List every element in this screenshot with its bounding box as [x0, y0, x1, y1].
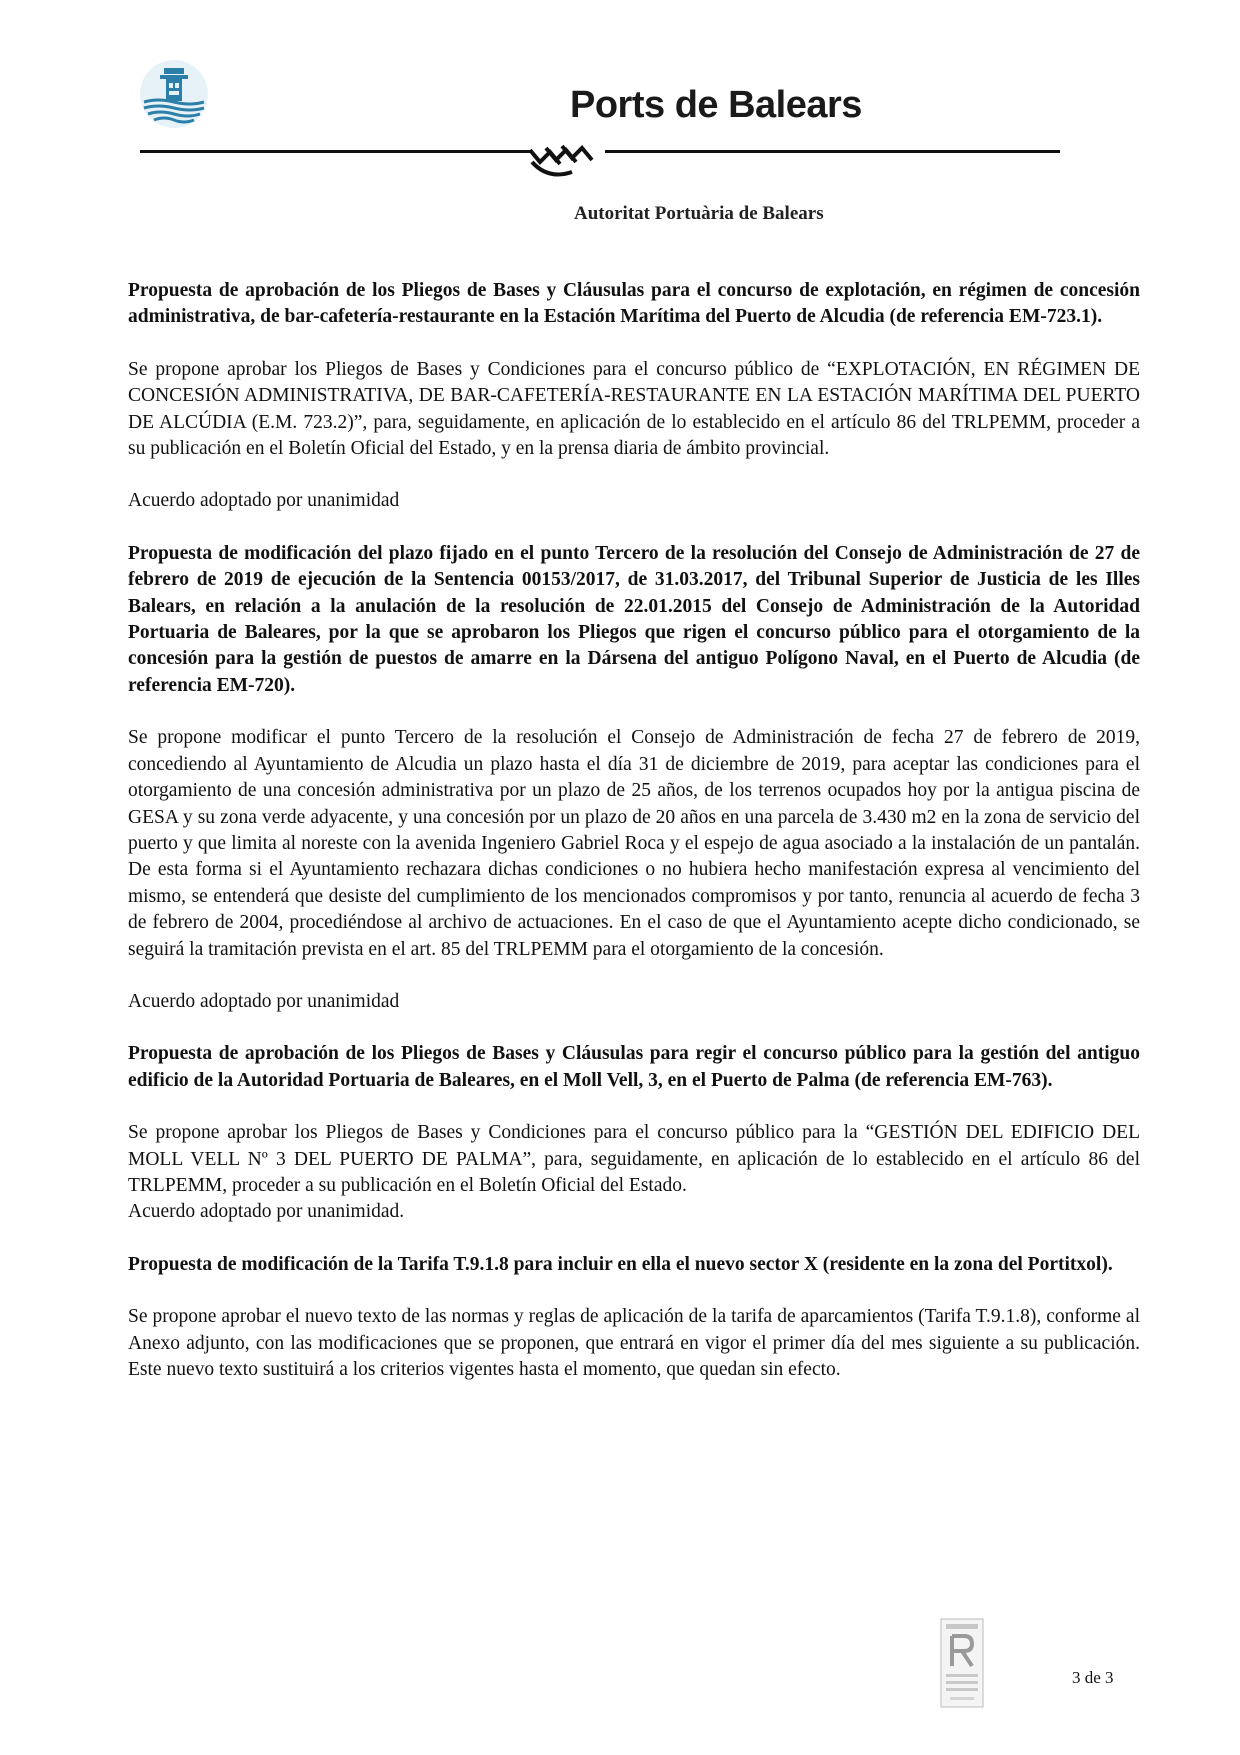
proposal-heading: Propuesta de aprobación de los Pliegos de Bases y Cláusulas para regir el concurso público para la gestión del antiguo edificio de la Autoridad Portuaria de Baleares, en el Moll Vell, 3, en el Puerto de Palma (de referencia EM-763).: [128, 1043, 1140, 1091]
proposal-text: Se propone aprobar los Pliegos de Bases y Condiciones para el concurso público para la “GESTIÓN DEL EDIFICIO DEL MOLL VELL Nº 3 DEL PUERTO DE PALMA”, para, seguidamente, en aplicación de lo establecido en el artículo 86 del TRLPEMM, proceder a su publicación en el Boletín Oficial del Estado.: [128, 1122, 1140, 1196]
agreement-note: Acuerdo adoptado por unanimidad.: [128, 1201, 405, 1223]
proposal-heading: Propuesta de aprobación de los Pliegos de Bases y Cláusulas para el concurso de explotación, en régimen de concesión administrativa, de bar-cafetería-restaurante en la Estación Marítima del Puerto de Alcudia (de referencia EM-723.1).: [128, 280, 1140, 328]
proposal-text: Se propone aprobar el nuevo texto de las normas y reglas de aplicación de la tarifa de aparcamientos (Tarifa T.9.1.8), conforme al Anexo adjunto, con las modificaciones que se proponen, que entrará en vigor el primer día del mes siguiente a su publicación. Este nuevo texto sustituirá a los criterios vigentes hasta el momento, que quedan sin efecto.: [128, 1306, 1140, 1380]
aenor-certification-icon: [940, 1618, 984, 1708]
proposal-heading: Propuesta de modificación de la Tarifa T.9.1.8 para incluir en ella el nuevo sector X (residente en la zona del Portitxol).: [128, 1253, 1113, 1275]
document-body: [128, 278, 1140, 1409]
waves-emblem-icon: [526, 140, 616, 190]
organization-subtitle: Autoritat Portuària de Balears: [574, 203, 824, 224]
agreement-note: Acuerdo adoptado por unanimidad: [128, 490, 400, 512]
proposal-text: Se propone aprobar los Pliegos de Bases y Condiciones para el concurso público de “EXPLOTACIÓN, EN RÉGIMEN DE CONCESIÓN ADMINISTRATIVA, DE BAR-CAFETERÍA-RESTAURANTE EN LA ESTACIÓN MARÍTIMA DEL PUERTO DE ALCÚDIA (E.M. 723.2)”, para, seguidamente, en aplicación de lo establecido en el artículo 86 del TRLPEMM, proceder a su publicación en el Boletín Oficial del Estado, y en la prensa diaria de ámbito provincial.: [128, 358, 1140, 460]
header-rule-left: [140, 150, 530, 153]
lighthouse-logo-icon: [138, 58, 210, 130]
agreement-note: Acuerdo adoptado por unanimidad: [128, 990, 400, 1012]
page-number: 3 de 3: [1072, 1668, 1114, 1687]
proposal-heading: Propuesta de modificación del plazo fijado en el punto Tercero de la resolución del Consejo de Administración de 27 de febrero de 2019 de ejecución de la Sentencia 00153/2017, de 31.03.2017, del Tribunal Superior de Justicia de les Illes Balears, en relación a la anulación de la resolución de 22.01.2015 del Consejo de Administración de la Autoridad Portuaria de Baleares, por la que se aprobaron los Pliegos que rigen el concurso público para el otorgamiento de la concesión para la gestión de puestos de amarre en la Dársena del antiguo Polígono Naval, en el Puerto de Alcudia (de referencia EM-720).: [128, 542, 1140, 696]
organization-name: Ports de Balears: [570, 84, 862, 126]
header-rule-right: [605, 150, 1060, 153]
proposal-text: Se propone modificar el punto Tercero de la resolución el Consejo de Administración de fecha 27 de febrero de 2019, concediendo al Ayuntamiento de Alcudia un plazo hasta el día 31 de diciembre de 2019, para aceptar las condiciones para el otorgamiento de una concesión administrativa por un plazo de 25 años, de los terrenos ocupados hoy por la antigua piscina de GESA y su zona verde adyacente, y una concesión por un plazo de 20 años en una parcela de 3.430 m2 en la zona de servicio del puerto y que limita al noreste con la avenida Ingeniero Gabriel Roca y el espejo de agua asociado a la instalación de un pantalán. De esta forma si el Ayuntamiento rechazara dichas condiciones o no hubiera hecho manifestación expresa al vencimiento del mismo, se entenderá que desiste del cumplimiento de los mencionados compromisos y por tanto, renuncia al acuerdo de fecha 3 de febrero de 2004, procediéndose al archivo de actuaciones. En el caso de que el Ayuntamiento acepte dicho condicionado, se seguirá la tramitación prevista en el art. 85 del TRLPEMM para el otorgamiento de la concesión.: [128, 727, 1140, 960]
